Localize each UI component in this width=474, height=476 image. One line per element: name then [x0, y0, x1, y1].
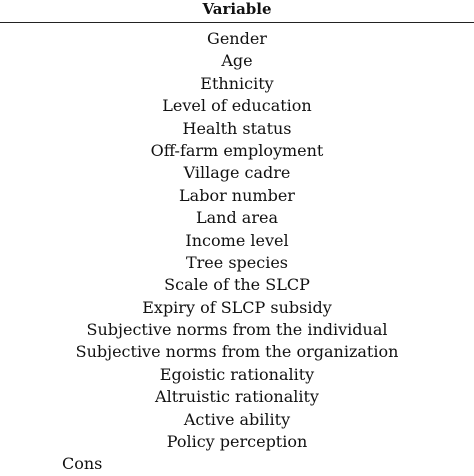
table-row: Cons: [62, 454, 103, 474]
table-row: Egoistic rationality: [159, 364, 315, 384]
table-row: Subjective norms from the individual: [86, 320, 388, 340]
table-row: Subjective norms from the organization: [75, 342, 399, 362]
table-body: [0, 28, 474, 476]
table-row: Expiry of SLCP subsidy: [142, 297, 332, 317]
table-row: Altruistic rationality: [155, 387, 319, 407]
table-row: Tree species: [185, 252, 289, 272]
table-row: Land area: [196, 208, 278, 228]
table-row: Ethnicity: [200, 73, 274, 93]
table-row: Off-farm employment: [150, 140, 324, 160]
table-row: Active ability: [183, 409, 291, 429]
table-row: Policy perception: [166, 432, 308, 452]
table-row: Level of education: [162, 96, 312, 116]
table-row: Age: [221, 51, 253, 71]
table-row: Labor number: [179, 185, 295, 205]
table-row: Scale of the SLCP: [164, 275, 310, 295]
table-row: Gender: [207, 29, 267, 48]
table-row: Village cadre: [183, 163, 291, 183]
table-row: Income level: [185, 230, 289, 250]
table-row: Health status: [182, 118, 292, 138]
column-header-variable: Variable: [0, 0, 474, 23]
